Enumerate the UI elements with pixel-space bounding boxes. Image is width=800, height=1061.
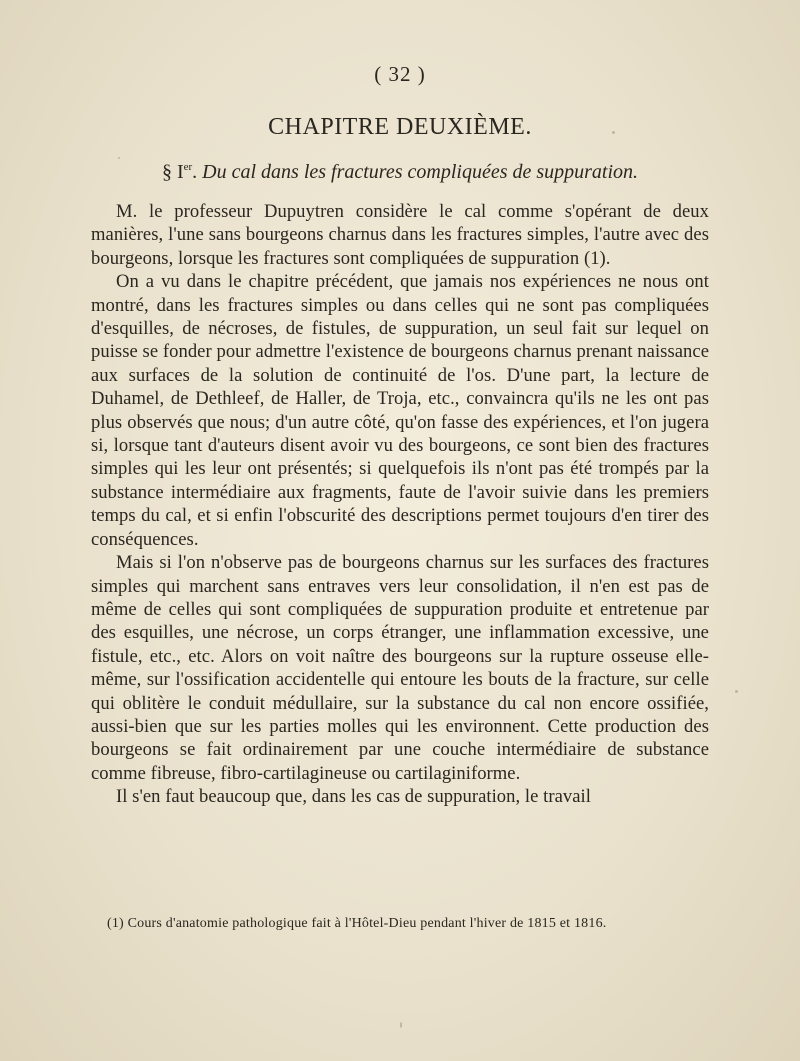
footnote: (1) Cours d'anatomie pathologique fait à l'Hôtel-Dieu pendant l'hiver de 1815 et 1816.: [107, 916, 607, 931]
section-mark: §: [161, 161, 172, 183]
section-ordinal: I: [176, 161, 184, 183]
paragraph: Il s'en faut beaucoup que, dans les cas de suppuration, le travail: [116, 786, 591, 808]
page-number: ( 32 ): [374, 62, 426, 86]
paragraph: Mais si l'on n'observe pas de bourgeons charnus sur les surfaces des fractures simples qui marchent sans entraves vers leur consolidation, il n'en est pas de même de celles qui sont compliquées de suppuration produite et entretenue par des esquilles, une nécrose, un corps étranger, une inflammation excessive, une fistule, etc., etc. Alors on voit naître des bourgeons sur la rupture osseuse elle-même, sur l'ossification accidentelle qui entoure les bouts de la fracture, sur celle qui oblitère le conduit médullaire, sur la substance du cal non encore ossifiée, aussi-bien que sur les parties molles qui les environnent. Cette production des bourgeons se fait ordinairement par une couche intermédiaire de substance comme fibreuse, fibro-cartilagineuse ou cartilaginiforme.: [91, 552, 709, 784]
section-ordinal-sup: er: [183, 161, 193, 173]
paper-speck: [118, 157, 120, 159]
section-heading: [0, 161, 800, 184]
paragraph: M. le professeur Dupuytren considère le cal comme s'opérant de deux manières, l'une sans bourgeons charnus dans les fractures simples, l'autre avec des bourgeons, lorsque les fractures sont compliquées de suppuration (1).: [91, 201, 709, 269]
chapter-title: CHAPITRE DEUXIÈME.: [268, 114, 532, 140]
paper-speck: [400, 1022, 402, 1028]
paragraph: On a vu dans le chapitre précédent, que jamais nos expériences ne nous ont montré, dans les fractures simples ou dans celles qui ne sont pas compliquées d'esquilles, de nécroses, de fistules, de suppuration, un seul fait sur lequel on puisse se fonder pour admettre l'existence de bourgeons charnus prenant naissance aux surfaces de la solution de continuité de l'os. D'une part, la lecture de Duhamel, de Dethleef, de Haller, de Troja, etc., convaincra qu'ils ne les ont pas plus observés que nous; d'un autre côté, qu'on fasse des expériences, et l'on jugera si, lorsque tant d'auteurs disent avoir vu des bourgeons, ce sont bien des fractures simples qui les leur ont présentés; si quelquefois ils n'ont pas été trompés par la substance intermédiaire aux fragments, faute de l'avoir suivie dans les premiers temps du cal, et si enfin l'obscurité des descriptions permet toujours d'en tirer des conséquences.: [91, 271, 709, 550]
body-text: [91, 200, 709, 809]
paper-speck: [612, 131, 615, 134]
section-heading-text: Du cal dans les fractures compliquées de suppuration.: [202, 161, 639, 183]
paper-speck: [735, 690, 738, 693]
section-ordinal-punct: .: [192, 161, 198, 183]
